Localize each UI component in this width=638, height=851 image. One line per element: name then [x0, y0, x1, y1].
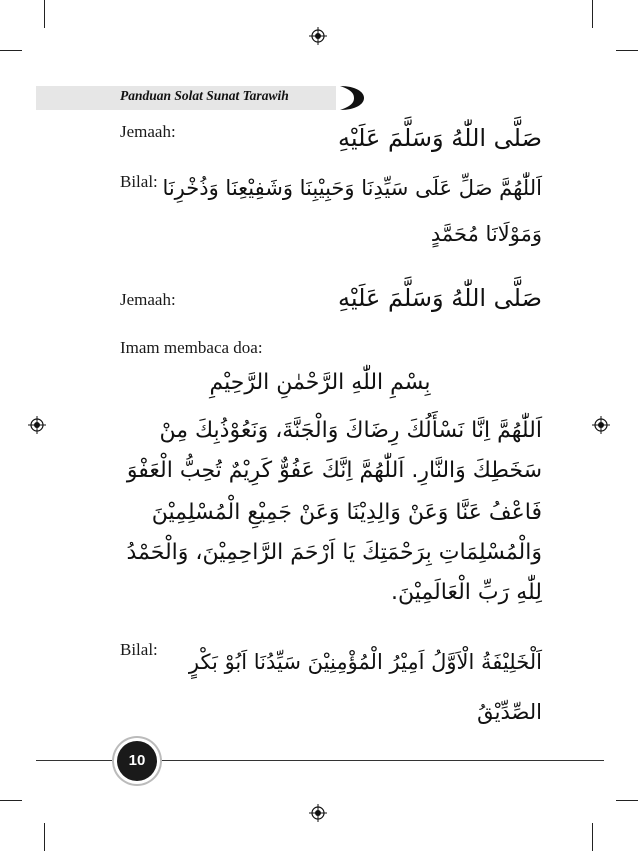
doa-line: لِلّٰهِ رَبِّ الْعَالَمِيْنَ. [390, 580, 542, 605]
doa-line: وَالْمُسْلِمَاتِ بِرَحْمَتِكَ يَا اَرْحَمَ الرَّاحِمِيْنَ، وَالْحَمْدُ [126, 540, 542, 565]
doa-line: سَخَطِكَ وَالنَّارِ. اَللّٰهُمَّ اِنَّكَ عَفُوٌّ كَرِيْمٌ تُحِبُّ الْعَفْوَ [126, 458, 542, 483]
imam-intro: Imam membaca doa: [120, 338, 263, 357]
arabic-khalifah-line: الصِّدِّيْقُ [477, 700, 542, 724]
crop-mark [616, 800, 638, 801]
crop-mark [592, 0, 593, 28]
crescent-icon [334, 84, 368, 112]
arabic-selawat-line: وَمَوْلَانَا مُحَمَّدٍ [430, 222, 542, 246]
doa-line: اَللّٰهُمَّ اِنَّا نَسْأَلُكَ رِضَاكَ وَالْجَنَّةَ، وَنَعُوْذُبِكَ مِنْ [159, 418, 542, 443]
crop-mark [592, 823, 593, 851]
registration-mark-icon [28, 416, 46, 434]
registration-mark-icon [592, 416, 610, 434]
crop-mark [0, 50, 22, 51]
arabic-khalifah-line: اَلْخَلِيْفَةُ الْاَوَّلُ اَمِيْرُ الْمُؤْمِنِيْنَ سَيِّدُنَا اَبُوْ بَكْرٍ [188, 650, 542, 674]
doa-line: فَاعْفُ عَنَّا وَعَنْ وَالِدِيْنَا وَعَنْ جَمِيْعِ الْمُسْلِمِيْنَ [151, 500, 542, 525]
registration-mark-icon [309, 804, 327, 822]
crop-mark [44, 0, 45, 28]
crop-mark [44, 823, 45, 851]
header-title: Panduan Solat Sunat Tarawih [120, 88, 289, 103]
crop-mark [616, 50, 638, 51]
registration-mark-icon [309, 27, 327, 45]
arabic-response: صَلَّى اللّٰهُ وَسَلَّمَ عَلَيْهِ [338, 284, 542, 312]
speaker-label-jemaah: Jemaah: [120, 290, 176, 309]
speaker-label-jemaah: Jemaah: [120, 122, 176, 141]
speaker-label-bilal: Bilal: [120, 172, 158, 191]
arabic-selawat-line: اَللّٰهُمَّ صَلِّ عَلَى سَيِّدِنَا وَحَبِيْبِنَا وَشَفِيْعِنَا وَذُخْرِنَا [162, 176, 542, 200]
basmala: بِسْمِ اللّٰهِ الرَّحْمٰنِ الرَّحِيْمِ [209, 370, 431, 395]
arabic-response: صَلَّى اللّٰهُ وَسَلَّمَ عَلَيْهِ [338, 124, 542, 152]
speaker-label-bilal: Bilal: [120, 640, 158, 659]
page-number: 10 [128, 752, 146, 769]
crop-mark [0, 800, 22, 801]
